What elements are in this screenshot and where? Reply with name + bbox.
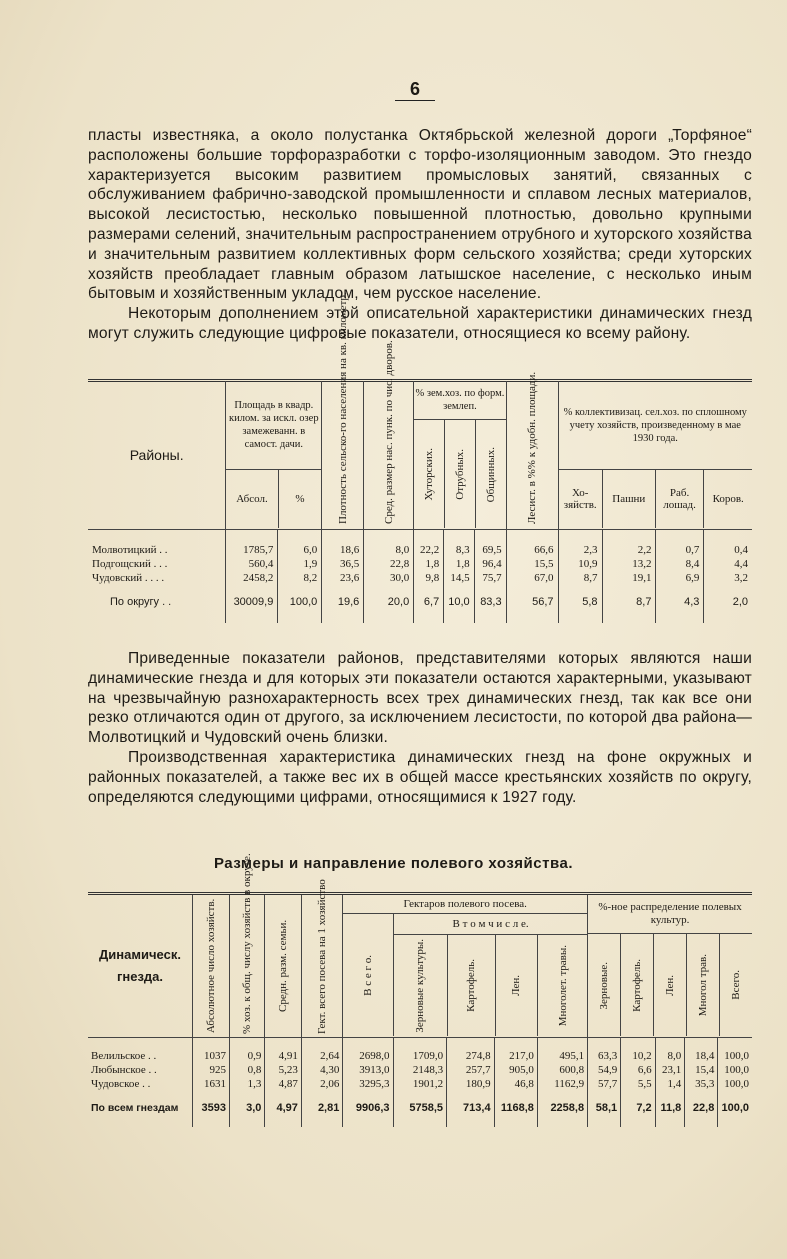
body-text-middle: [88, 649, 752, 807]
col-header-potato-pct: Картофель.: [631, 958, 644, 1012]
col-header-total-sown: В с е г о.: [362, 954, 375, 996]
col-header-grass-pct: Многол трав.: [697, 954, 710, 1017]
col-header-incl: В т о м ч и с л е.: [394, 914, 587, 935]
col-header-districts: Районы.: [88, 381, 226, 529]
col-header-grass: Многолет. травы.: [556, 945, 569, 1027]
col-header-area-group: [226, 381, 322, 529]
col-header-density-cell: [322, 292, 364, 529]
col-header-forest: Лесист. в %% к удобн. площади.: [526, 371, 539, 524]
col-header-collect: % коллективизац. сел.хоз. по сплошному учету хозяйств, произведенному в мае 1930 года.: [559, 381, 752, 470]
col-header-avg-size-cell: [364, 340, 414, 529]
table-row: Чудовский . . . . 2458,2 8,2 23,6 30,0 9,8 14,5 75,7 67,0 8,7 19,1 6,9 3,2: [88, 571, 752, 585]
col-header-all-pct: Всего.: [730, 970, 743, 1001]
col-header-horses: Раб. лошад.: [656, 470, 705, 528]
col-header-landform: % зем.хоз. по форм. землеп.: [414, 381, 505, 420]
col-header-cows: Коров.: [712, 493, 744, 506]
col-header-pct: %: [295, 493, 305, 506]
col-header-family-size: Средн. разм. семьи.: [277, 919, 290, 1012]
table-row: Любынское . . 925 0,8 5,23 4,30 3913,0 2148,3 257,7 905,0 600,8 54,9 6,6 23,1 15,4 100,0: [88, 1063, 752, 1077]
col-header-grain-pct: Зерновые.: [598, 961, 611, 1009]
col-header-abs: Абсол.: [226, 470, 278, 528]
body-text-top: [88, 126, 752, 344]
page-number: 6: [395, 78, 435, 101]
col-header-hectares: Гектаров полевого посева.: [343, 895, 587, 914]
table-row-total: По округу . . 30009,9 100,0 19,6 20,0 6,7 10,0 83,3 56,7 5,8 8,7 4,3 2,0: [88, 595, 752, 609]
col-header-otrub: Отрубных.: [453, 448, 466, 500]
col-header-distribution: %-ное распределение полевых культур.: [588, 895, 752, 934]
col-header-area: Площадь в квадр. килом. за искл. озер замежеванн. в самост. дачи.: [226, 381, 321, 470]
col-header-ha-per-household: Гект. всего посева на 1 хозяйство: [316, 878, 329, 1034]
table-row-total: По всем гнездам 3593 3,0 4,97 2,81 9906,3 5758,5 713,4 1168,8 2258,8 58,1 7,2 11,8 22,8 100,0: [88, 1101, 752, 1115]
col-header-forest-cell: [506, 371, 558, 529]
col-header-density: Плотность сельско-го населения на кв. километр.: [336, 292, 349, 524]
col-header-nest: Динамическ. гнезда.: [88, 895, 193, 1037]
col-header-collect-group: [558, 381, 752, 529]
col-header-flax-pct: Лен.: [664, 974, 677, 996]
table-row: Подгощский . . . 560,4 1,9 36,5 22,8 1,8 1,8 96,4 15,5 10,9 13,2 8,4 4,4: [88, 557, 752, 571]
col-header-potato: Картофель.: [465, 959, 478, 1013]
col-header-avg-size: Сред. размер нас. пунк. по чис. дворов.: [382, 340, 395, 524]
col-header-farms: Хо-зяйств.: [559, 470, 603, 528]
paragraph-3: Приведенные показатели районов, представителями которых являются наши динамические гнезда и для которых эти показатели остаются характерными, указывают на чрезвычайную разнохарактерность всех трех динамических гнезд, так как все они резко отличаются один от другого, за исключением лесистости, по которой два района—Молвотицкий и Чудовский очень близки.: [88, 650, 752, 747]
paragraph-1: пласты известняка, а около полустанка Октябрьской железной дороги „Торфяное“ расположены большие торфоразработки с торфо-изоляционным заводом. Это гнездо характеризуется высоким развитием промысловых занятий, связанных с обслуживанием фабрично-заводской промышленности и сплавом лесных материалов, высокой лесистостью, несколько повышенной плотностью, довольно крупными размерами селений, значительным распространением отрубного и хуторского хозяйства и значительным развитием коллективных форм сельского хозяйства; среди хуторских хозяйств преобладает главным образом латышское население, с несколько иным бытовым и хозяйственным укладом, чем русское население.: [88, 127, 752, 303]
col-header-landform-group: [414, 381, 506, 529]
paragraph-2: Некоторым дополнением этой описательной характеристики динамических гнезд могут служить следующие цифровые показатели, относящиеся ко всему району.: [88, 305, 752, 342]
col-header-khutor: Хуторских.: [423, 447, 436, 501]
col-header-pct-households: % хоз. к общ. числу хозяйств в округе.: [241, 853, 254, 1034]
col-header-grain: Зерновые культуры.: [414, 938, 427, 1033]
col-header-hectares-group: [343, 895, 588, 1037]
section-heading: Размеры и направление полевого хозяйства.: [213, 855, 573, 872]
col-header-flax: Лен.: [510, 975, 523, 997]
col-header-plow: Пашни: [603, 470, 656, 528]
col-header-obshch: Общинных.: [484, 446, 497, 502]
paragraph-4: Производственная характеристика динамических гнезд на фоне окружных и районных показателей, а также вес их в общей массе крестьянских хозяйств по округу, определяются следующими цифрами, относящимися к 1927 году.: [88, 748, 752, 806]
table-row: Велильское . . 1037 0,9 4,91 2,64 2698,0 1709,0 274,8 217,0 495,1 63,3 10,2 8,0 18,4 100,0: [88, 1049, 752, 1063]
col-header-distribution-group: [588, 895, 752, 1037]
table-row: Молвотицкий . . 1785,7 6,0 18,6 8,0 22,2 8,3 69,5 66,6 2,3 2,2 0,7 0,4: [88, 543, 752, 557]
table-row: Чудовское . . 1631 1,3 4,87 2,06 3295,3 1901,2 180,9 46,8 1162,9 57,7 5,5 1,4 35,3 100,0: [88, 1077, 752, 1091]
col-header-abs-households: Абсолютное число хозяйств.: [204, 898, 217, 1033]
